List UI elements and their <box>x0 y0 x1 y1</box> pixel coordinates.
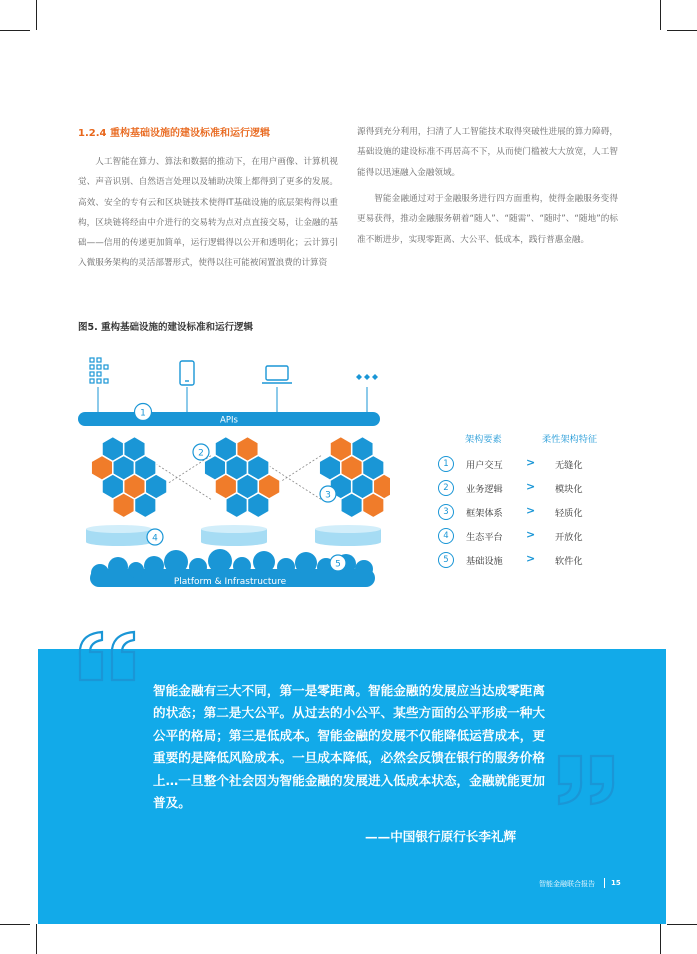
hex-cluster-left <box>91 437 167 518</box>
open-quote-icon <box>74 628 144 684</box>
figure-title: 图5. 重构基础设施的建设标准和运行逻辑 <box>78 322 254 333</box>
row-number: 1 <box>438 456 454 472</box>
row-number: 3 <box>438 504 454 520</box>
ellipsis-dots-icon <box>356 374 378 380</box>
row-feature: 轻质化 <box>555 508 583 519</box>
marker-1: 1 <box>140 408 146 419</box>
row-feature: 软件化 <box>555 556 583 567</box>
architecture-diagram <box>70 345 390 595</box>
chevron-right-icon: > <box>526 456 536 469</box>
marker-5: 5 <box>335 559 341 570</box>
row-feature: 无缝化 <box>555 460 583 471</box>
hex-cluster-right <box>319 437 390 518</box>
chevron-right-icon: > <box>526 552 536 565</box>
chevron-right-icon: > <box>526 480 536 493</box>
chevron-right-icon: > <box>526 528 536 541</box>
crop-mark <box>667 924 697 925</box>
footer-report-name: 智能金融联合报告 <box>539 880 595 888</box>
hex-cell <box>135 493 157 518</box>
hex-cell <box>341 493 363 518</box>
crop-mark <box>0 30 30 31</box>
body-paragraph-right-1: 源得到充分利用，扫清了人工智能技术取得突破性进展的算力障碍，基础设施的建设标准不再居高不下，从而使门槛被大大放宽，人工智能得以迅速融入金融领域。 <box>357 127 618 178</box>
smartphone-icon <box>180 361 194 385</box>
crop-mark <box>660 0 661 30</box>
row-element: 用户交互 <box>466 460 503 471</box>
row-number: 2 <box>438 480 454 496</box>
table-header-features: 柔性架构特征 <box>542 434 598 445</box>
body-paragraph-left: 人工智能在算力、算法和数据的推动下，在用户画像、计算机视觉、声音识别、自然语言处理以及辅助决策上都得到了更多的发展。高效、安全的专有云和区块链技术使得IT基础设施的底层架构得以重构，区块链将经由中介进行的交易转为点对点直接交易，让金融的基础——信用的传递更加简单，运行逻辑得以公开和透明化；云计算引入微服务架构的灵活部署形式，使得以往可能被闲置浪费的计算资 <box>78 157 338 269</box>
apis-label: APIs <box>220 415 238 426</box>
marker-4: 4 <box>152 533 158 544</box>
network-cluster-icon <box>90 358 108 383</box>
quote-author: ——中国银行原行长李礼辉 <box>365 829 517 844</box>
row-element: 生态平台 <box>466 532 503 543</box>
chevron-right-icon: > <box>526 504 536 517</box>
crop-mark <box>36 924 37 954</box>
close-quote-icon <box>553 752 623 808</box>
body-paragraph-right-2: 智能金融通过对于金融服务进行四方面重构，使得金融服务变得更易获得，推动金融服务朝着“随人”、“随需”、“随时”、“随地”的标准不断进步，实现零距离、大公平、低成本，践行普惠金融。 <box>357 194 618 245</box>
section-title: 1.2.4 重构基础设施的建设标准和运行逻辑 <box>78 128 270 139</box>
crop-mark <box>0 924 30 925</box>
marker-3: 3 <box>325 490 331 501</box>
table-header-elements: 架构要素 <box>465 434 502 445</box>
row-number: 5 <box>438 552 454 568</box>
database-disks <box>86 525 381 546</box>
row-feature: 开放化 <box>555 532 583 543</box>
crop-mark <box>36 0 37 30</box>
row-element: 框架体系 <box>466 508 503 519</box>
footer-divider <box>604 878 605 888</box>
crop-mark <box>667 30 697 31</box>
marker-2: 2 <box>198 448 204 459</box>
hex-cluster-middle <box>204 437 280 518</box>
laptop-icon <box>262 366 292 383</box>
page-number: 15 <box>611 879 621 887</box>
hex-cell <box>113 493 135 518</box>
hex-cell <box>363 493 385 518</box>
platform-label: Platform & Infrastructure <box>173 577 287 587</box>
hex-cell <box>226 493 248 518</box>
row-number: 4 <box>438 528 454 544</box>
quote-text: 智能金融有三大不同，第一是零距离。智能金融的发展应当达成零距离的状态；第二是大公平。从过去的小公平、某些方面的公平形成一种大公平的格局；第三是低成本。智能金融的发展不仅能降低运营成本，更重要的是降低风险成本。一旦成本降低，必然会反馈在银行的服务价格上…一旦整个社会因为智能金融的发展进入低成本状态，金融就能更加普及。 <box>153 683 545 811</box>
row-feature: 模块化 <box>555 484 583 495</box>
row-element: 业务逻辑 <box>466 484 503 495</box>
hex-cell <box>248 493 270 518</box>
row-element: 基础设施 <box>466 556 503 567</box>
crop-mark <box>660 924 661 954</box>
